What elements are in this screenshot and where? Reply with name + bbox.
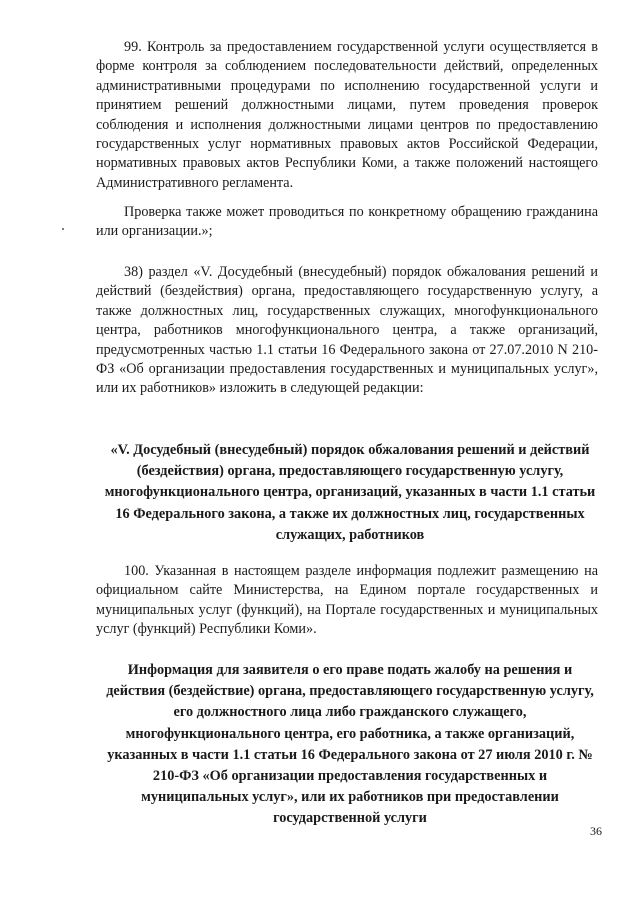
information-heading: Информация для заявителя о его праве подать жалобу на решения и действия (бездействие) органа, предоставляющего государственную услугу, его должностного лица либо гражданского служащего, многофункционального центра, его работника, а также организаций, указанных в части 1.1 статьи 16 Федерального закона от 27 июля 2010 г. № 210-ФЗ «Об организации предоставления государственных и муниципальных услуг», или их работников при предоставлении государственной услуги	[106, 662, 594, 827]
paragraph-99: 99. Контроль за предоставлением государственной услуги осуществляется в форме контроля за соблюдением последовательности действий, определенных административными процедурами по исполнению государственной услуги и принятием решений должностными лицами, путем проведения проверок соблюдения и исполнения должностными лицами центров по предоставлению государственных услуг нормативных правовых актов Российской Федерации, нормативных правовых актов Республики Коми, а также положений настоящего Административного регламента.	[96, 39, 598, 191]
paragraph-100: 100. Указанная в настоящем разделе информация подлежит размещению на официальном сайте Министерства, на Едином портале государственных и муниципальных услуг (функций), на Портале государственных и муниципальных услуг (функций) Республики Коми».	[96, 563, 598, 638]
scan-speck	[62, 228, 64, 230]
paragraph-38: 38) раздел «V. Досудебный (внесудебный) порядок обжалования решений и действий (бездействия) органа, предоставляющего государственную услугу, а также должностных лиц, государственных служащих, многофункционального центра, работников многофункционального центра, а также организаций, предусмотренных частью 1.1 статьи 16 Федерального закона от 27.07.2010 N 210-ФЗ «Об организации предоставления государственных и муниципальных услуг», или их работников» изложить в следующей редакции:	[96, 264, 598, 397]
section-v-heading: «V. Досудебный (внесудебный) порядок обжалования решений и действий (бездействия) органа, предоставляющего государственную услугу, многофункционального центра, организаций, указанных в части 1.1 статьи 16 Федерального закона, а также их должностных лиц, государственных служащих, работников	[104, 442, 596, 543]
paragraph-99-continuation: Проверка также может проводиться по конкретному обращению гражданина или организации.»;	[96, 204, 598, 240]
page-number: 36	[590, 824, 602, 838]
